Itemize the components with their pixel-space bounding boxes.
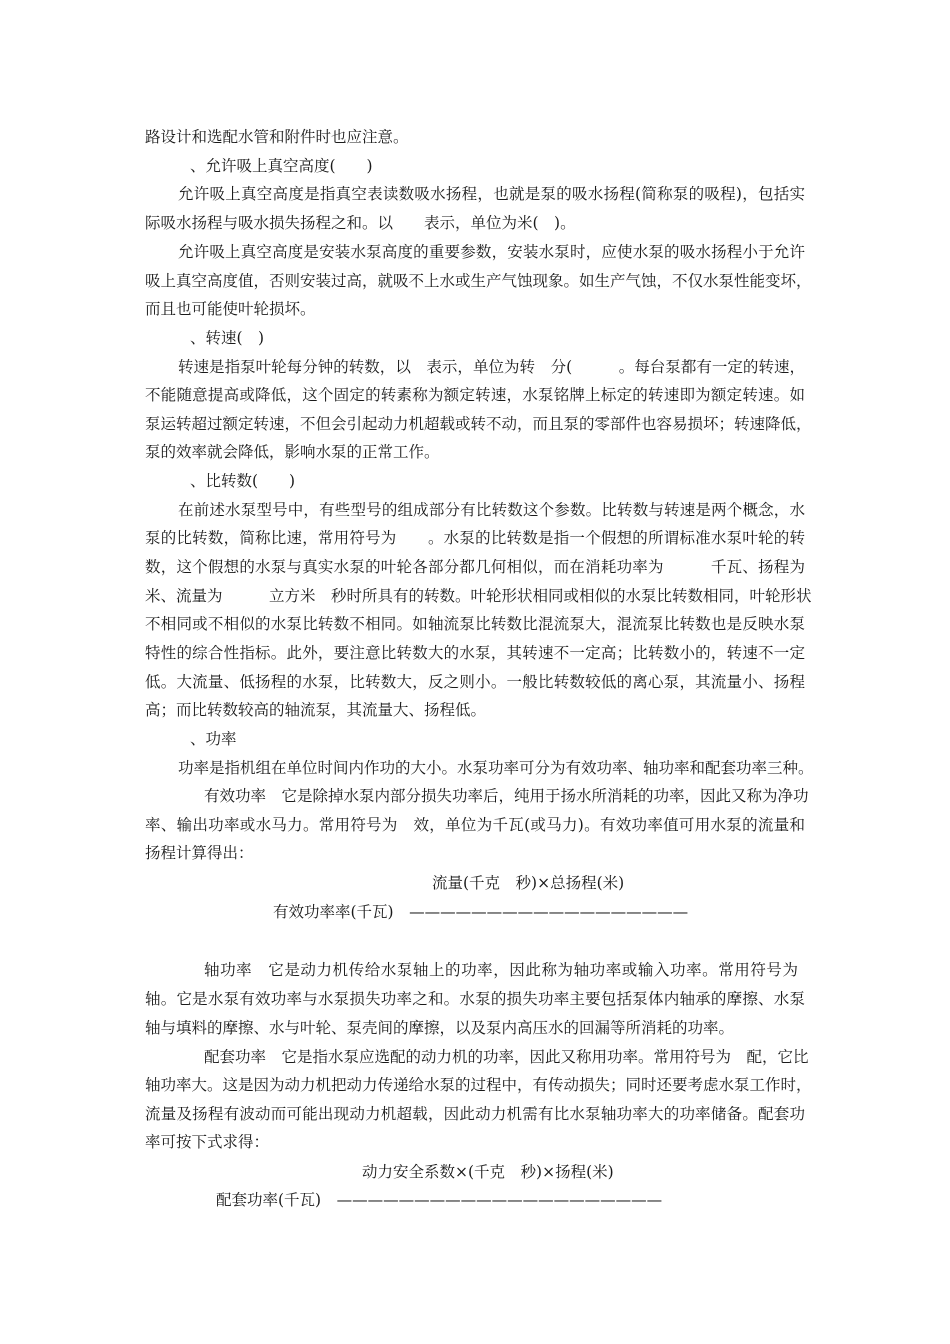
section-heading: 、转速( ) <box>190 329 265 347</box>
text-line: 不能随意提高或降低，这个固定的转素称为额定转速，水泵铭牌上标定的转速即为额定转速。如 <box>145 386 805 404</box>
text-line: 转速是指泵叶轮每分钟的转数，以 表示，单位为转 分( 。每台泵都有一定的转速， <box>178 358 805 376</box>
formula-numerator: 动力安全系数×(千克 秒)×扬程(米) <box>362 1163 614 1181</box>
text-line: 际吸水扬程与吸水损失扬程之和。以 表示，单位为米( )。 <box>145 214 576 232</box>
text-line: 高；而比转数较高的轴流泵，其流量大、扬程低。 <box>145 701 487 719</box>
text-line: 率可按下式求得： <box>145 1133 270 1151</box>
text-line: 扬程计算得出： <box>145 844 254 862</box>
text-line: 泵的效率就会降低，影响水泵的正常工作。 <box>145 443 440 461</box>
text-line: 泵运转超过额定转速，不但会引起动力机超载或转不动，而且泵的零部件也容易损坏；转速降低， <box>145 415 812 433</box>
text-line: 数，这个假想的水泵与真实水泵的叶轮各部分都几何相似，而在消耗功率为 千瓦、扬程为 <box>145 558 805 576</box>
text-line: 泵的比转数，简称比速，常用符号为 。水泵的比转数是指一个假想的所谓标准水泵叶轮的转 <box>145 529 805 547</box>
text-line: 流量及扬程有波动而可能出现动力机超载，因此动力机需有比水泵轴功率大的功率储备。配套功 <box>145 1105 805 1123</box>
formula-left-side: 有效功率率(千瓦) —————————————————— <box>273 903 689 921</box>
text-line: 特性的综合性指标。此外，要注意比转数大的水泵，其转速不一定高；比转数小的，转速不一定 <box>145 644 805 662</box>
text-line: 米、流量为 立方米 秒时所具有的转数。叶轮形状相同或相似的水泵比转数相同，叶轮形状 <box>145 587 812 605</box>
formula-left-side: 配套功率(千瓦) ————————————————————— <box>216 1191 663 1209</box>
text-line: 率、输出功率或水马力。常用符号为 效，单位为千瓦(或马力)。有效功率值可用水泵的流量和 <box>145 816 805 834</box>
text-line: 轴与填料的摩擦、水与叶轮、泵壳间的摩擦，以及泵内高压水的回漏等所消耗的功率。 <box>145 1019 735 1037</box>
text-line: 轴。它是水泵有效功率与水泵损失功率之和。水泵的损失功率主要包括泵体内轴承的摩擦、水泵 <box>145 990 805 1008</box>
text-line: 允许吸上真空高度是安装水泵高度的重要参数，安装水泵时，应使水泵的吸水扬程小于允许 <box>178 243 805 261</box>
formula-numerator: 流量(千克 秒)×总扬程(米) <box>432 874 625 892</box>
section-heading: 、比转数( ) <box>190 472 296 490</box>
text-line: 轴功率大。这是因为动力机把动力传递给水泵的过程中，有传动损失；同时还要考虑水泵工作时， <box>145 1076 812 1094</box>
text-line: 低。大流量、低扬程的水泵，比转数大，反之则小。一般比转数较低的离心泵，其流量小、扬程 <box>145 673 805 691</box>
text-line: 有效功率 它是除掉水泵内部分损失功率后，纯用于扬水所消耗的功率，因此又称为净功 <box>204 787 809 805</box>
section-heading: 、允许吸上真空高度( ) <box>190 157 373 175</box>
text-line: 功率是指机组在单位时间内作功的大小。水泵功率可分为有效功率、轴功率和配套功率三种。 <box>178 759 814 777</box>
text-line: 允许吸上真空高度是指真空表读数吸水扬程，也就是泵的吸水扬程(简称泵的吸程)，包括实 <box>178 185 805 203</box>
text-line: 轴功率 它是动力机传给水泵轴上的功率，因此称为轴功率或输入功率。常用符号为 <box>204 961 798 979</box>
text-line: 而且也可能使叶轮损坏。 <box>145 300 316 318</box>
text-line: 路设计和选配水管和附件时也应注意。 <box>145 128 409 146</box>
text-line: 在前述水泵型号中，有些型号的组成部分有比转数这个参数。比转数与转速是两个概念，水 <box>178 501 805 519</box>
section-heading: 、功率 <box>190 730 237 748</box>
text-line: 配套功率 它是指水泵应选配的动力机的功率，因此又称用功率。常用符号为 配，它比 <box>204 1048 809 1066</box>
text-line: 吸上真空高度值，否则安装过高，就吸不上水或生产气蚀现象。如生产气蚀，不仅水泵性能变坏， <box>145 272 812 290</box>
text-line: 不相同或不相似的水泵比转数不相同。如轴流泵比转数比混流泵大，混流泵比转数也是反映水泵 <box>145 615 805 633</box>
